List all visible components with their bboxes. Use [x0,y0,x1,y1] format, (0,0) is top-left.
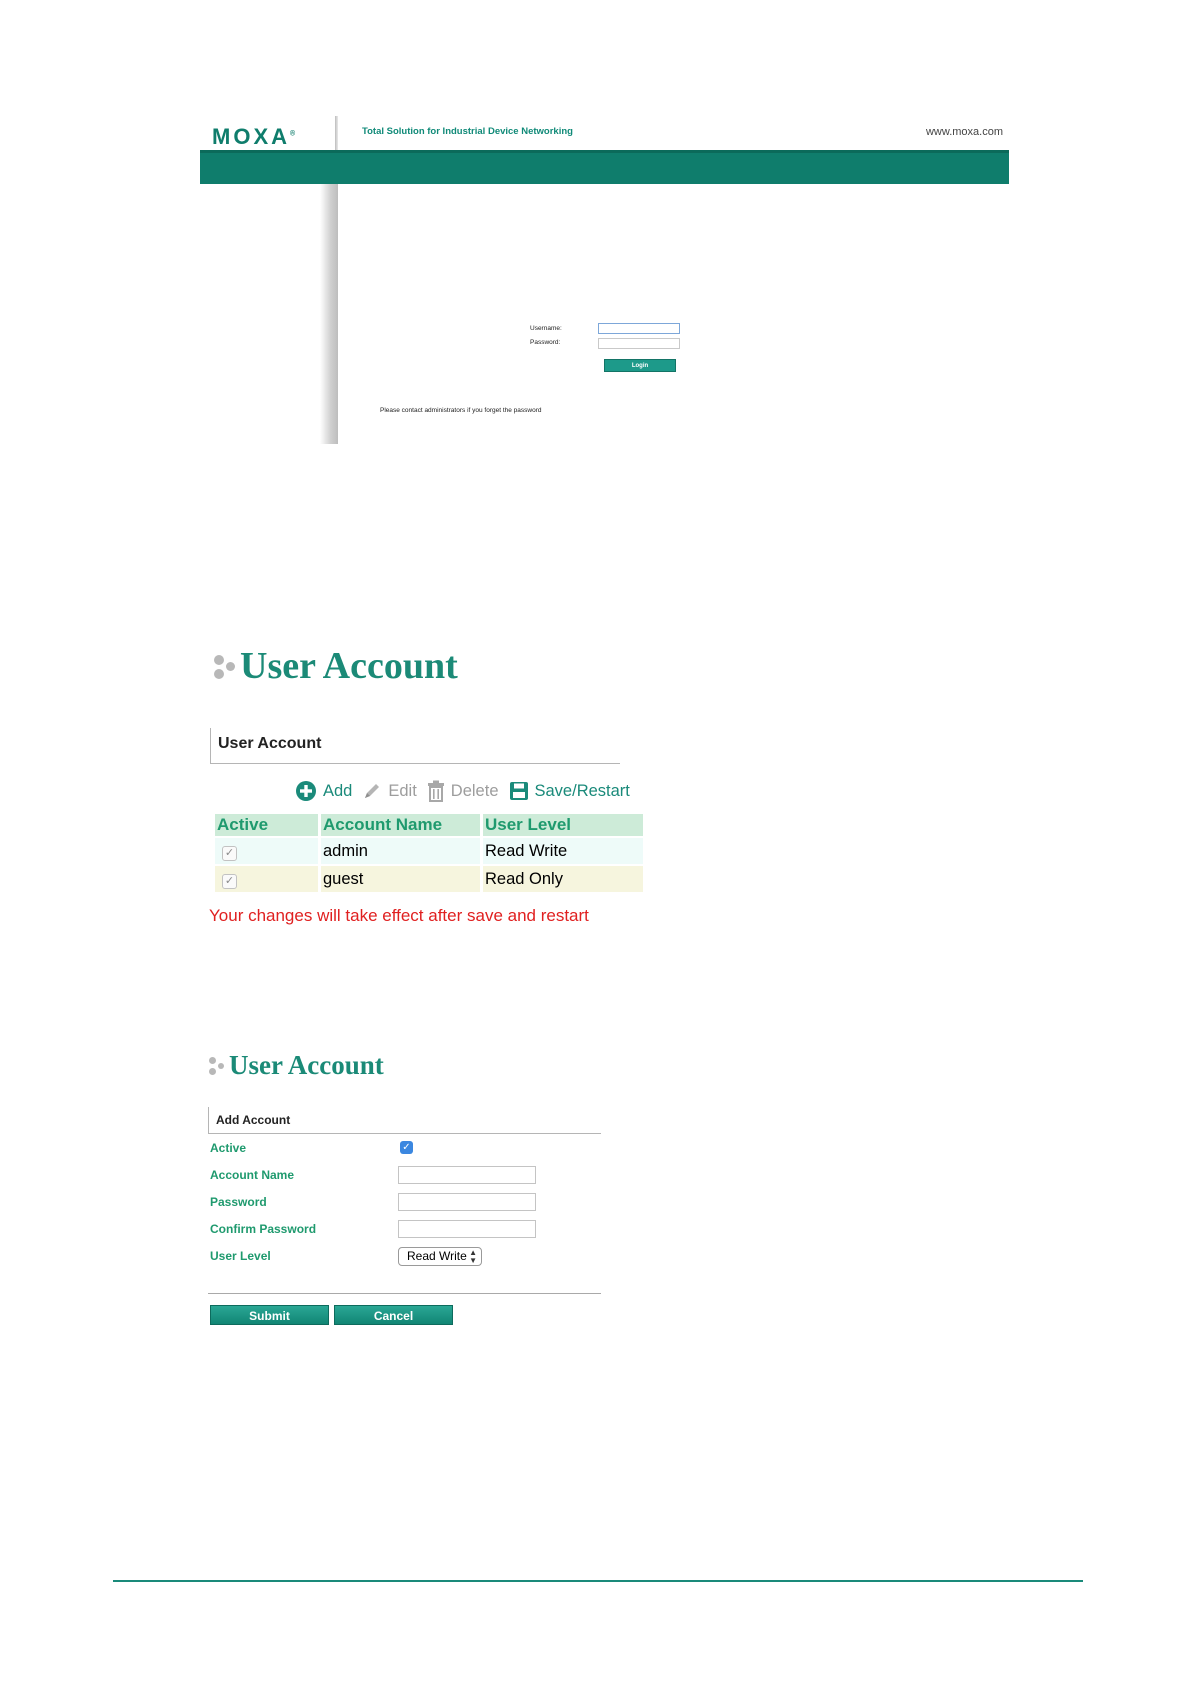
column-header-active[interactable]: Active [215,814,318,836]
add-button[interactable] [295,780,352,802]
user-level-select[interactable] [398,1247,482,1266]
account-name-input[interactable] [398,1166,536,1184]
table-row[interactable] [215,838,643,864]
username-label: Username: [530,325,562,332]
login-screen [200,116,1009,444]
pencil-icon [362,781,382,801]
active-label: Active [210,1141,247,1155]
trash-icon [427,780,445,802]
table-header-row [215,814,643,836]
active-checkbox: ✓ [222,874,237,889]
username-input[interactable] [598,323,680,334]
title-bullet-icon [214,655,238,681]
header-divider [335,116,338,150]
edit-button[interactable] [362,781,416,801]
delete-button[interactable] [427,780,499,802]
password-input[interactable] [598,338,680,349]
save-restart-button[interactable] [509,781,630,801]
moxa-logo: MOXA® [212,124,296,149]
delete-label: Delete [450,781,499,800]
form-divider [208,1293,601,1294]
confirm-password-label: Confirm Password [210,1222,317,1236]
add-label: Add [323,781,353,800]
page-title: User Account [240,645,458,687]
account-name-cell: guest [321,866,480,892]
user-level-cell: Read Write [483,838,643,864]
login-button[interactable]: Login [604,359,676,372]
user-account-table [212,812,646,894]
save-restart-label: Save/Restart [534,781,630,800]
page-title: User Account [229,1050,384,1080]
cancel-button[interactable]: Cancel [334,1305,453,1325]
footer-divider [113,1580,1083,1582]
active-cell [215,866,318,892]
user-level-label: User Level [210,1249,271,1263]
toolbar [295,779,640,803]
user-level-cell: Read Only [483,866,643,892]
column-header-user-level[interactable]: User Level [483,814,643,836]
password-label: Password: [530,339,561,346]
confirm-password-input[interactable] [398,1220,536,1238]
save-restart-notice: Your changes will take effect after save and restart [209,906,589,925]
select-arrows-icon: ▲ ▼ [469,1248,477,1265]
forgot-password-note: Please contact administrators if you forget the password [380,407,542,414]
plus-circle-icon [295,780,317,802]
header-band [200,150,1009,184]
edit-label: Edit [388,781,417,800]
logo-text: MOXA [212,124,290,149]
site-url-link[interactable]: www.moxa.com [925,126,1003,138]
table-row[interactable] [215,866,643,892]
account-name-label: Account Name [210,1168,295,1182]
active-cell [215,838,318,864]
account-name-cell: admin [321,838,480,864]
left-sidebar-shadow [320,184,338,444]
tagline: Total Solution for Industrial Device Networking [362,126,573,137]
active-checkbox[interactable]: ✓ [400,1141,413,1154]
user-level-selected: Read Write [407,1249,467,1263]
title-bullet-icon [209,1057,227,1077]
column-header-account-name[interactable]: Account Name [321,814,480,836]
panel-title: Add Account [216,1113,291,1127]
floppy-disk-icon [509,781,529,801]
panel-title: User Account [218,735,322,752]
active-checkbox: ✓ [222,846,237,861]
password-input[interactable] [398,1193,536,1211]
submit-button[interactable]: Submit [210,1305,329,1325]
password-label: Password [210,1195,267,1209]
